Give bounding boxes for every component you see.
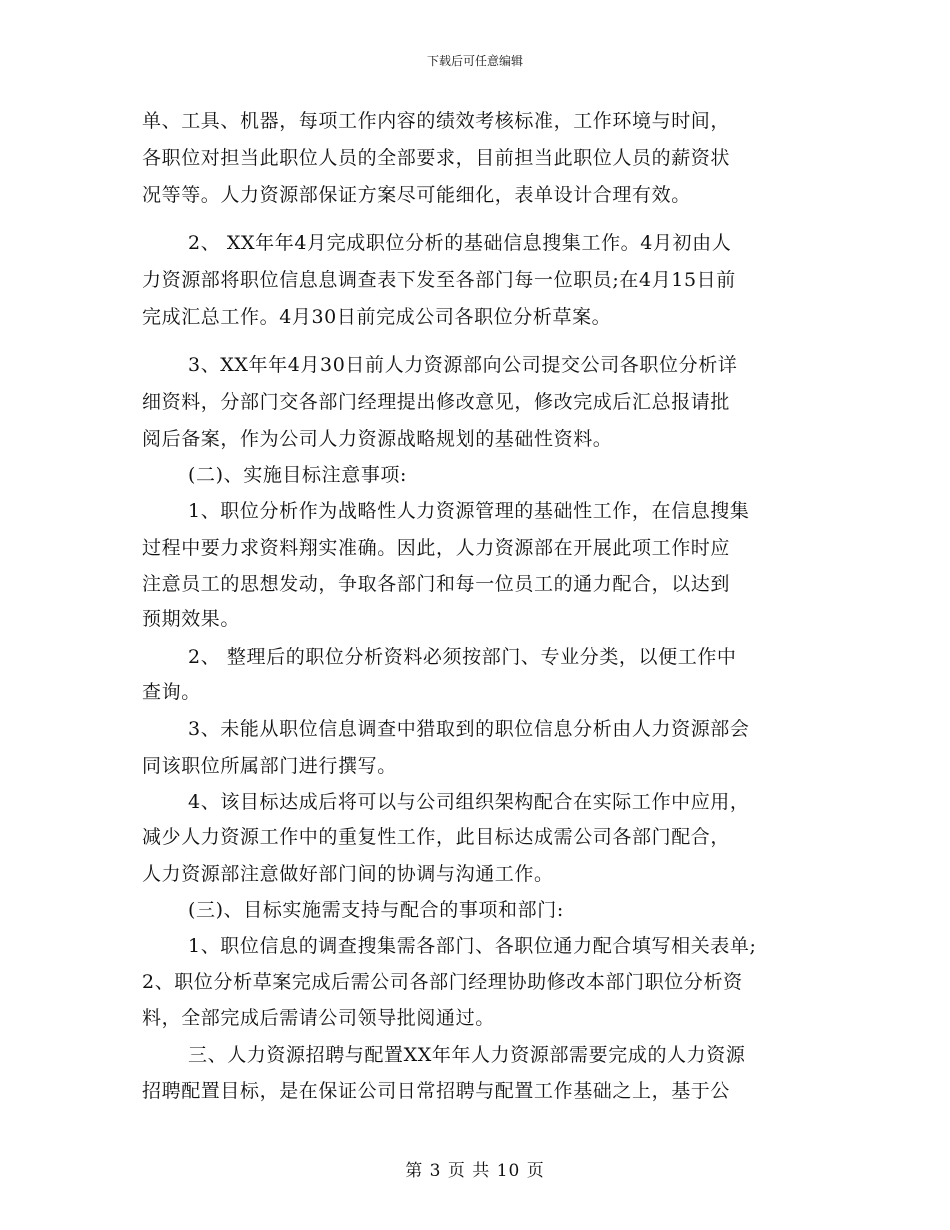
text-line: 2、 整理后的职位分析资料必须按部门、专业分类，以便工作中 [188, 646, 737, 668]
section-heading: (三)、目标实施需支持与配合的事项和部门: [188, 899, 564, 921]
section-heading: 三、人力资源招聘与配置XX年年人力资源部需要完成的人力资源 [188, 1044, 746, 1066]
text-line: 减少人力资源工作中的重复性工作，此目标达成需公司各部门配合， [142, 826, 731, 848]
text-line: 力资源部将职位信息息调查表下发至各部门每一位职员;在4月15日前 [142, 269, 736, 291]
text-line: 招聘配置目标，是在保证公司日常招聘与配置工作基础之上，基于公 [142, 1080, 731, 1102]
text-line: 单、工具、机器，每项工作内容的绩效考核标准，工作环境与时间， [142, 110, 731, 132]
text-line: 2、职位分析草案完成后需公司各部门经理协助修改本部门职位分析资 [142, 971, 743, 993]
page-footer: 第 3 页 共 10 页 [405, 1161, 545, 1181]
text-line: 1、职位信息的调查搜集需各部门、各职位通力配合填写相关表单; [188, 935, 757, 957]
text-line: 4、该目标达成后将可以与公司组织架构配合在实际工作中应用， [188, 791, 750, 813]
text-line: 查询。 [142, 681, 201, 703]
page-header: 下载后可任意编辑 [426, 54, 523, 68]
text-line: 预期效果。 [142, 608, 241, 630]
text-line: 人力资源部注意做好部门间的协调与沟通工作。 [142, 863, 554, 885]
section-heading: (二)、实施目标注意事项: [188, 464, 408, 486]
text-line: 过程中要力求资料翔实准确。因此，人力资源部在开展此项工作时应 [142, 537, 731, 559]
text-line: 3、未能从职位信息调查中猎取到的职位信息分析由人力资源部会 [188, 718, 750, 740]
text-line: 况等等。人力资源部保证方案尽可能细化，表单设计合理有效。 [142, 184, 691, 206]
text-line: 1、职位分析作为战略性人力资源管理的基础性工作，在信息搜集 [188, 500, 750, 522]
text-line: 完成汇总工作。4月30日前完成公司各职位分析草案。 [142, 306, 612, 328]
text-line: 3、XX年年4月30日前人力资源部向公司提交公司各职位分析详 [188, 354, 738, 376]
text-line: 同该职位所属部门进行撰写。 [142, 755, 397, 777]
text-line: 各职位对担当此职位人员的全部要求，目前担当此职位人员的薪资状 [142, 147, 731, 169]
text-line: 注意员工的思想发动，争取各部门和每一位员工的通力配合，以达到 [142, 573, 731, 595]
text-line: 阅后备案，作为公司人力资源战略规划的基础性资料。 [142, 428, 613, 450]
text-line: 料，全部完成后需请公司领导批阅通过。 [142, 1007, 495, 1029]
text-line: 2、 XX年年4月完成职位分析的基础信息搜集工作。4月初由人 [188, 232, 732, 254]
text-line: 细资料，分部门交各部门经理提出修改意见，修改完成后汇总报请批 [142, 391, 731, 413]
